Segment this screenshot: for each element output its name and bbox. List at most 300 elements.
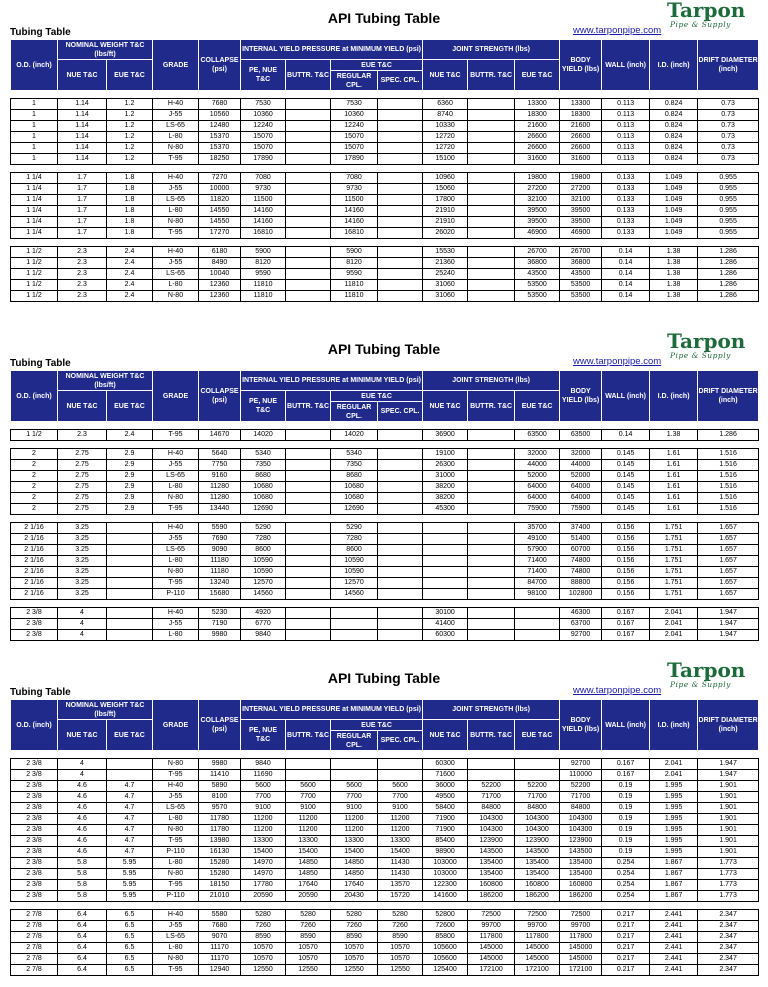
cell-drift: 2.347	[698, 943, 759, 954]
cell-wall: 0.217	[602, 943, 650, 954]
header-grade: GRADE	[153, 371, 199, 422]
cell-eue-spec	[378, 430, 423, 441]
cell-joint-nue: 60300	[423, 630, 468, 641]
cell-body-yield: 19800	[560, 173, 602, 184]
cell-grade: L-80	[153, 132, 199, 143]
cell-joint-buttr	[468, 258, 515, 269]
cell-nue-weight: 4.6	[58, 814, 107, 825]
cell-od: 1 1/4	[11, 173, 58, 184]
group-separator	[11, 902, 759, 910]
logo-tagline: Pipe & Supply	[670, 20, 731, 29]
cell-nue-weight: 6.4	[58, 965, 107, 976]
cell-joint-nue: 72600	[423, 921, 468, 932]
cell-nue-weight: 6.4	[58, 932, 107, 943]
cell-pe-nue: 10680	[241, 482, 286, 493]
cell-eue-weight: 4.7	[107, 847, 153, 858]
cell-od: 1 1/2	[11, 269, 58, 280]
cell-wall: 0.133	[602, 184, 650, 195]
header-joint-strength: JOINT STRENGTH (lbs)	[423, 40, 560, 60]
cell-id: 1.995	[650, 814, 698, 825]
cell-od: 2 7/8	[11, 921, 58, 932]
cell-buttr	[286, 523, 331, 534]
cell-joint-buttr: 117800	[468, 932, 515, 943]
cell-id: 2.441	[650, 943, 698, 954]
cell-joint-buttr: 72500	[468, 910, 515, 921]
cell-nue-weight: 2.3	[58, 430, 107, 441]
cell-od: 2	[11, 482, 58, 493]
cell-grade: J-55	[153, 460, 199, 471]
cell-wall: 0.167	[602, 608, 650, 619]
cell-eue-regular	[331, 630, 378, 641]
cell-id: 1.61	[650, 471, 698, 482]
cell-od: 2 3/8	[11, 770, 58, 781]
cell-pe-nue: 8590	[241, 932, 286, 943]
cell-eue-weight: 1.8	[107, 206, 153, 217]
cell-eue-weight: 4.7	[107, 836, 153, 847]
cell-joint-nue: 19100	[423, 449, 468, 460]
table-row	[11, 154, 759, 165]
header-nominal-weight: NOMINAL WEIGHT T&C (lbs/ft)	[58, 40, 153, 60]
cell-grade: J-55	[153, 258, 199, 269]
cell-eue-weight: 1.2	[107, 110, 153, 121]
cell-eue-weight	[107, 630, 153, 641]
table-row	[11, 545, 759, 556]
cell-od: 1 1/2	[11, 258, 58, 269]
table-row	[11, 781, 759, 792]
header-wall: WALL (inch)	[602, 700, 650, 751]
header-buttr: BUTTR. T&C	[286, 720, 331, 751]
cell-grade: P-110	[153, 589, 199, 600]
cell-pe-nue: 11690	[241, 770, 286, 781]
cell-od: 2 1/16	[11, 567, 58, 578]
cell-buttr	[286, 545, 331, 556]
cell-wall: 0.217	[602, 921, 650, 932]
cell-collapse: 5640	[199, 449, 241, 460]
cell-collapse: 14550	[199, 206, 241, 217]
header-pe-nue: PE, NUE T&C	[241, 391, 286, 422]
cell-id: 1.995	[650, 825, 698, 836]
cell-eue-regular: 7080	[331, 173, 378, 184]
cell-joint-nue: 15060	[423, 184, 468, 195]
header-joint-eue: EUE T&C	[515, 391, 560, 422]
cell-id: 1.049	[650, 184, 698, 195]
cell-pe-nue: 10570	[241, 954, 286, 965]
cell-eue-spec	[378, 280, 423, 291]
cell-body-yield: 37400	[560, 523, 602, 534]
cell-buttr: 7260	[286, 921, 331, 932]
header-spec-cpl: SPEC. CPL.	[378, 731, 423, 751]
cell-drift: 1.657	[698, 523, 759, 534]
cell-nue-weight: 1.14	[58, 110, 107, 121]
tubing-table	[10, 370, 759, 641]
cell-body-yield: 145000	[560, 954, 602, 965]
cell-joint-nue: 36000	[423, 781, 468, 792]
header-eue-group: EUE T&C	[331, 720, 423, 731]
cell-joint-buttr	[468, 471, 515, 482]
header-joint-eue: EUE T&C	[515, 60, 560, 91]
cell-joint-buttr	[468, 460, 515, 471]
tubing-table	[10, 699, 759, 976]
cell-id: 1.867	[650, 891, 698, 902]
cell-grade: T-95	[153, 504, 199, 515]
cell-wall: 0.156	[602, 567, 650, 578]
cell-eue-spec: 8590	[378, 932, 423, 943]
cell-grade: LS-65	[153, 121, 199, 132]
cell-buttr: 17640	[286, 880, 331, 891]
cell-id: 0.824	[650, 154, 698, 165]
cell-od: 1 1/4	[11, 217, 58, 228]
cell-drift: 1.657	[698, 534, 759, 545]
header-joint-strength: JOINT STRENGTH (lbs)	[423, 371, 560, 391]
group-separator	[11, 515, 759, 523]
cell-body-yield: 26700	[560, 247, 602, 258]
cell-eue-spec	[378, 534, 423, 545]
cell-body-yield: 26600	[560, 132, 602, 143]
cell-id: 1.751	[650, 556, 698, 567]
cell-body-yield: 53500	[560, 280, 602, 291]
cell-joint-buttr	[468, 449, 515, 460]
cell-pe-nue: 12570	[241, 578, 286, 589]
cell-drift: 2.347	[698, 921, 759, 932]
cell-buttr	[286, 228, 331, 239]
header-joint-buttr: BUTTR. T&C	[468, 60, 515, 91]
cell-joint-nue: 52800	[423, 910, 468, 921]
cell-nue-weight: 6.4	[58, 943, 107, 954]
cell-eue-spec	[378, 471, 423, 482]
cell-pe-nue: 12240	[241, 121, 286, 132]
cell-od: 2 7/8	[11, 932, 58, 943]
cell-id: 1.995	[650, 781, 698, 792]
cell-eue-weight: 5.95	[107, 869, 153, 880]
cell-nue-weight: 1.14	[58, 143, 107, 154]
cell-eue-regular: 15070	[331, 143, 378, 154]
cell-collapse: 11820	[199, 195, 241, 206]
cell-wall: 0.156	[602, 556, 650, 567]
cell-pe-nue: 11500	[241, 195, 286, 206]
table-row	[11, 759, 759, 770]
cell-eue-weight: 5.95	[107, 880, 153, 891]
group-separator	[11, 441, 759, 449]
cell-eue-weight: 5.95	[107, 891, 153, 902]
cell-grade: N-80	[153, 291, 199, 302]
table-row	[11, 291, 759, 302]
cell-eue-spec	[378, 449, 423, 460]
table-row	[11, 954, 759, 965]
cell-wall: 0.167	[602, 770, 650, 781]
cell-id: 1.38	[650, 247, 698, 258]
cell-joint-nue: 26020	[423, 228, 468, 239]
cell-collapse: 21010	[199, 891, 241, 902]
cell-eue-spec: 11430	[378, 869, 423, 880]
tarpon-logo	[667, 660, 747, 694]
cell-body-yield: 52200	[560, 781, 602, 792]
header-id: I.D. (inch)	[650, 700, 698, 751]
cell-pe-nue: 7080	[241, 173, 286, 184]
table-row	[11, 589, 759, 600]
cell-nue-weight: 3.25	[58, 589, 107, 600]
cell-joint-eue: 39500	[515, 217, 560, 228]
cell-collapse: 16130	[199, 847, 241, 858]
cell-body-yield: 186200	[560, 891, 602, 902]
cell-buttr	[286, 258, 331, 269]
cell-joint-buttr	[468, 578, 515, 589]
cell-joint-eue: 46900	[515, 228, 560, 239]
cell-collapse: 15280	[199, 858, 241, 869]
header-joint-nue: NUE T&C	[423, 391, 468, 422]
cell-eue-spec	[378, 545, 423, 556]
cell-pe-nue: 15070	[241, 143, 286, 154]
cell-nue-weight: 1.14	[58, 121, 107, 132]
cell-eue-regular: 7700	[331, 792, 378, 803]
cell-eue-spec	[378, 608, 423, 619]
cell-body-yield: 36800	[560, 258, 602, 269]
cell-nue-weight: 1.7	[58, 184, 107, 195]
cell-eue-regular: 10680	[331, 482, 378, 493]
cell-nue-weight: 1.7	[58, 228, 107, 239]
cell-eue-regular: 10360	[331, 110, 378, 121]
cell-joint-eue: 52000	[515, 471, 560, 482]
cell-joint-nue	[423, 534, 468, 545]
cell-buttr: 5280	[286, 910, 331, 921]
cell-collapse: 11280	[199, 482, 241, 493]
cell-eue-regular: 12550	[331, 965, 378, 976]
cell-joint-nue	[423, 556, 468, 567]
cell-joint-buttr: 145000	[468, 954, 515, 965]
cell-pe-nue: 10680	[241, 493, 286, 504]
cell-joint-eue	[515, 608, 560, 619]
cell-wall: 0.156	[602, 589, 650, 600]
cell-body-yield: 160800	[560, 880, 602, 891]
cell-joint-buttr: 104300	[468, 814, 515, 825]
cell-eue-weight	[107, 556, 153, 567]
cell-eue-weight: 4.7	[107, 792, 153, 803]
cell-joint-buttr	[468, 493, 515, 504]
cell-pe-nue: 8680	[241, 471, 286, 482]
cell-od: 2	[11, 460, 58, 471]
cell-pe-nue: 9730	[241, 184, 286, 195]
cell-joint-nue: 15100	[423, 154, 468, 165]
cell-pe-nue: 13300	[241, 836, 286, 847]
cell-buttr: 10570	[286, 954, 331, 965]
table-row	[11, 932, 759, 943]
logo-word: Tarpon	[667, 0, 746, 22]
cell-eue-regular: 10590	[331, 567, 378, 578]
cell-body-yield: 92700	[560, 630, 602, 641]
cell-eue-weight: 1.8	[107, 195, 153, 206]
cell-buttr	[286, 460, 331, 471]
cell-pe-nue: 14020	[241, 430, 286, 441]
cell-grade: H-40	[153, 608, 199, 619]
cell-joint-nue: 10960	[423, 173, 468, 184]
cell-drift: 1.901	[698, 814, 759, 825]
cell-joint-eue: 19800	[515, 173, 560, 184]
cell-body-yield: 117800	[560, 932, 602, 943]
cell-grade: T-95	[153, 770, 199, 781]
cell-buttr	[286, 471, 331, 482]
cell-drift: 0.955	[698, 184, 759, 195]
cell-eue-regular: 12690	[331, 504, 378, 515]
cell-drift: 1.657	[698, 578, 759, 589]
cell-body-yield: 18300	[560, 110, 602, 121]
cell-collapse: 12360	[199, 291, 241, 302]
cell-drift: 1.657	[698, 556, 759, 567]
cell-eue-weight: 6.5	[107, 943, 153, 954]
cell-joint-nue: 58400	[423, 803, 468, 814]
header-regular-cpl: REGULAR CPL.	[331, 731, 378, 751]
cell-eue-spec	[378, 258, 423, 269]
cell-grade: H-40	[153, 173, 199, 184]
cell-od: 2 3/8	[11, 869, 58, 880]
cell-drift: 1.947	[698, 608, 759, 619]
cell-pe-nue: 16810	[241, 228, 286, 239]
cell-wall: 0.133	[602, 206, 650, 217]
cell-wall: 0.14	[602, 258, 650, 269]
website-link[interactable]: www.tarponpipe.com	[573, 685, 662, 696]
cell-eue-regular: 5340	[331, 449, 378, 460]
website-link[interactable]: www.tarponpipe.com	[573, 356, 662, 367]
cell-eue-regular: 7280	[331, 534, 378, 545]
header-buttr: BUTTR. T&C	[286, 391, 331, 422]
cell-eue-weight: 6.5	[107, 932, 153, 943]
cell-buttr	[286, 619, 331, 630]
cell-drift: 2.347	[698, 910, 759, 921]
cell-joint-nue: 6360	[423, 99, 468, 110]
website-link[interactable]: www.tarponpipe.com	[573, 25, 662, 36]
cell-drift: 1.286	[698, 291, 759, 302]
cell-od: 2 1/16	[11, 534, 58, 545]
table-row	[11, 880, 759, 891]
cell-eue-weight: 2.4	[107, 269, 153, 280]
cell-wall: 0.113	[602, 143, 650, 154]
cell-joint-buttr	[468, 143, 515, 154]
cell-eue-weight: 4.7	[107, 814, 153, 825]
table-row	[11, 121, 759, 132]
cell-grade: J-55	[153, 619, 199, 630]
cell-joint-buttr	[468, 184, 515, 195]
group-separator-cell	[11, 422, 759, 430]
cell-pe-nue: 6770	[241, 619, 286, 630]
header-internal-yield: INTERNAL YIELD PRESSURE at MINIMUM YIELD (psi)	[241, 40, 423, 60]
cell-nue-weight: 1.7	[58, 173, 107, 184]
cell-body-yield: 102800	[560, 589, 602, 600]
cell-eue-spec	[378, 578, 423, 589]
cell-nue-weight: 2.75	[58, 449, 107, 460]
cell-joint-nue: 71600	[423, 770, 468, 781]
cell-joint-nue	[423, 567, 468, 578]
cell-eue-weight: 2.9	[107, 471, 153, 482]
cell-buttr: 10570	[286, 943, 331, 954]
cell-collapse: 8100	[199, 792, 241, 803]
table-row	[11, 630, 759, 641]
cell-drift: 0.73	[698, 121, 759, 132]
table-row	[11, 792, 759, 803]
cell-nue-weight: 3.25	[58, 534, 107, 545]
cell-nue-weight: 5.8	[58, 869, 107, 880]
cell-collapse: 15370	[199, 143, 241, 154]
cell-grade: H-40	[153, 910, 199, 921]
cell-joint-eue: 104300	[515, 825, 560, 836]
cell-joint-eue: 64000	[515, 482, 560, 493]
cell-pe-nue: 12550	[241, 965, 286, 976]
cell-wall: 0.133	[602, 173, 650, 184]
cell-od: 2 3/8	[11, 803, 58, 814]
cell-eue-spec	[378, 482, 423, 493]
table-row	[11, 965, 759, 976]
cell-joint-eue: 84700	[515, 578, 560, 589]
table-row	[11, 99, 759, 110]
cell-grade: N-80	[153, 217, 199, 228]
cell-drift: 1.901	[698, 847, 759, 858]
cell-od: 1	[11, 154, 58, 165]
cell-eue-spec: 11200	[378, 814, 423, 825]
cell-wall: 0.167	[602, 759, 650, 770]
cell-nue-weight: 1.7	[58, 206, 107, 217]
cell-body-yield: 135400	[560, 869, 602, 880]
table-row	[11, 195, 759, 206]
cell-pe-nue: 10570	[241, 943, 286, 954]
cell-buttr	[286, 770, 331, 781]
cell-collapse: 11180	[199, 567, 241, 578]
table-row	[11, 858, 759, 869]
cell-joint-nue: 12720	[423, 132, 468, 143]
group-separator-cell	[11, 441, 759, 449]
cell-wall: 0.254	[602, 858, 650, 869]
cell-grade: N-80	[153, 825, 199, 836]
cell-buttr	[286, 247, 331, 258]
cell-joint-buttr	[468, 173, 515, 184]
cell-drift: 0.955	[698, 228, 759, 239]
cell-pe-nue: 9840	[241, 630, 286, 641]
cell-id: 1.38	[650, 291, 698, 302]
cell-eue-regular	[331, 759, 378, 770]
cell-buttr: 7700	[286, 792, 331, 803]
cell-wall: 0.113	[602, 121, 650, 132]
cell-buttr: 9100	[286, 803, 331, 814]
cell-drift: 1.773	[698, 858, 759, 869]
cell-collapse: 7680	[199, 921, 241, 932]
cell-buttr	[286, 430, 331, 441]
cell-eue-regular: 11810	[331, 291, 378, 302]
cell-grade: N-80	[153, 143, 199, 154]
cell-eue-spec: 12550	[378, 965, 423, 976]
cell-wall: 0.167	[602, 630, 650, 641]
cell-od: 1 1/4	[11, 228, 58, 239]
table-row	[11, 504, 759, 515]
cell-wall: 0.14	[602, 269, 650, 280]
cell-body-yield: 64000	[560, 493, 602, 504]
cell-drift: 0.73	[698, 132, 759, 143]
cell-body-yield: 43500	[560, 269, 602, 280]
cell-id: 1.751	[650, 545, 698, 556]
cell-body-yield: 31600	[560, 154, 602, 165]
cell-od: 2 3/8	[11, 608, 58, 619]
cell-id: 1.751	[650, 578, 698, 589]
cell-drift: 0.73	[698, 99, 759, 110]
cell-eue-spec: 11430	[378, 858, 423, 869]
cell-joint-eue: 49100	[515, 534, 560, 545]
cell-eue-regular: 17640	[331, 880, 378, 891]
cell-body-yield: 52000	[560, 471, 602, 482]
cell-grade: H-40	[153, 99, 199, 110]
cell-buttr	[286, 206, 331, 217]
cell-joint-eue: 64000	[515, 493, 560, 504]
cell-collapse: 7270	[199, 173, 241, 184]
cell-eue-spec	[378, 173, 423, 184]
cell-joint-buttr: 143500	[468, 847, 515, 858]
cell-eue-spec	[378, 195, 423, 206]
cell-joint-nue: 8740	[423, 110, 468, 121]
cell-od: 2 1/16	[11, 589, 58, 600]
